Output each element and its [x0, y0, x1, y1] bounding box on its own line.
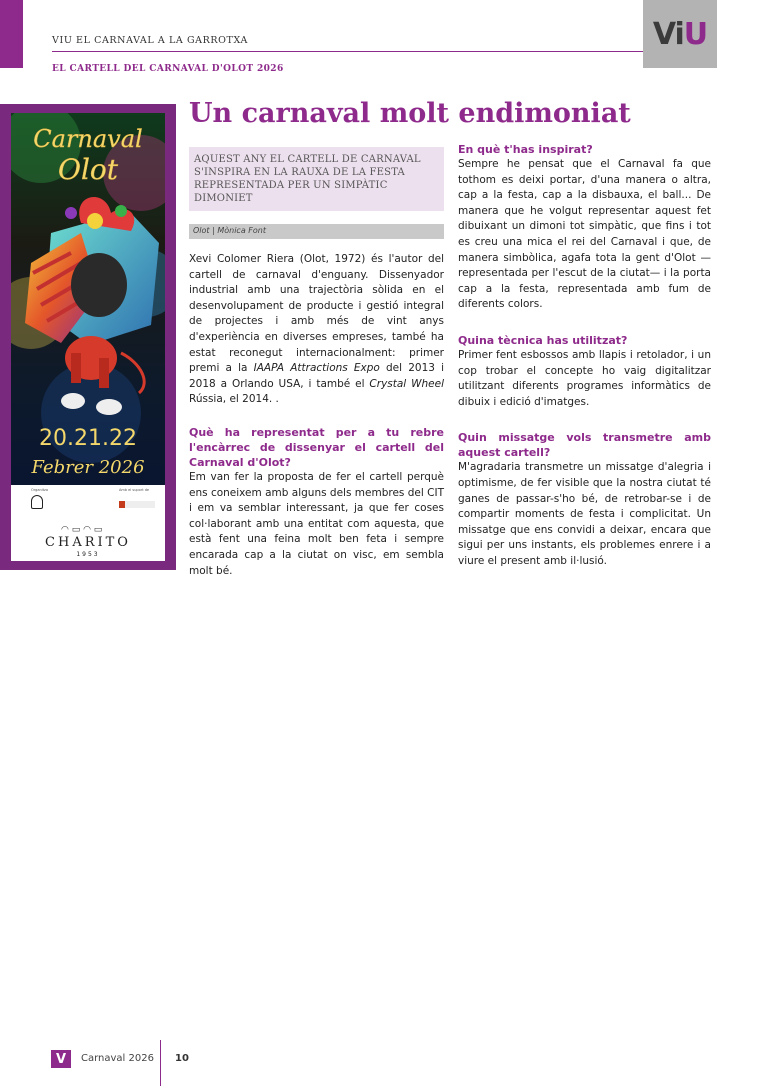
- sponsor-year: 1953: [76, 551, 100, 558]
- poster-support-label: Amb el suport de: [119, 488, 150, 492]
- organizer-logo: [31, 495, 43, 509]
- article-column-1: [189, 252, 444, 579]
- logo-text-a: Vi: [652, 16, 684, 52]
- footer-divider: [160, 1040, 161, 1086]
- article-byline: Olot | Mònica Font: [189, 224, 444, 239]
- intro-text-a: Xevi Colomer Riera (Olot, 1972) és l'autor del cartell de carnaval d'enguany. Dissenyador industrial amb una trajectòria sòlida en el desenvolupament de producte i gestió integral de projectes i amb més de vint anys d'experiència en diverses empreses, també ha estat reconegut internacionalment: primer premi a la: [189, 253, 444, 375]
- poster-illustration: [11, 113, 165, 485]
- article-dek: AQUEST ANY EL CARTELL DE CARNAVAL S'INSPIRA EN LA RAUXA DE LA FESTA REPRESENTADA PER UN SIMPÀTIC DIMONIET: [189, 147, 444, 211]
- intro-emphasis-1: IAAPA Attractions Expo: [253, 362, 380, 375]
- intro-text-b: del 2013 i 2018 a Orlando USA, i també el: [189, 362, 445, 390]
- logo-text-b: U: [683, 16, 708, 52]
- poster-dates: 20.21.22: [39, 426, 137, 451]
- question-4: Quin missatge vols transmetre amb aquest cartell?: [458, 431, 711, 460]
- header-section-title: EL CARTELL DEL CARNAVAL D'OLOT 2026: [52, 64, 284, 74]
- question-1: Què ha representat per a tu rebre l'encàrrec de dissenyar el cartell del Carnaval d'Olot?: [189, 425, 444, 469]
- answer-1: Em van fer la proposta de fer el cartell perquè ens coneixem amb alguns dels membres del CIT i em va semblar interessant, ja que fer coses col·laborant amb una entitat com aquesta, que està fent una feina molt ben feta i sempre encarada cap a la ciutat on visc, em sembla molt bé.: [189, 470, 444, 577]
- header-divider: [52, 51, 644, 52]
- sponsor-name: CHARITO: [45, 535, 131, 550]
- carnival-poster-image: [11, 113, 165, 485]
- question-2: En què t'has inspirat?: [458, 143, 593, 156]
- article-title: Un carnaval molt endimoniat: [189, 98, 631, 129]
- question-3: Quina tècnica has utilitzat?: [458, 333, 628, 347]
- answer-3: Primer fent esbossos amb llapis i retolador, i un cop trobar el concepte ho vaig digitalitzar utilitzant diferents programes informàtics de dibuix i edició d'imatges.: [458, 348, 711, 408]
- poster-organitza-label: Organitza: [31, 488, 49, 492]
- footer-logo: V: [51, 1050, 71, 1068]
- viu-logo: [643, 0, 717, 68]
- footer-publication-label: Carnaval 2026: [81, 1053, 154, 1064]
- poster-month-year: Febrer 2026: [31, 457, 145, 478]
- page-number: 10: [175, 1053, 189, 1064]
- poster-title-line1: Carnaval: [33, 125, 143, 153]
- header-kicker: VIU EL CARNAVAL A LA GARROTXA: [52, 35, 248, 46]
- poster-title-line2: Olot: [57, 153, 119, 186]
- article-column-2: [458, 142, 711, 569]
- supporter-logo: [119, 501, 155, 508]
- intro-emphasis-2: Crystal Wheel: [369, 377, 444, 390]
- sponsor-icons: ◠ ▭ ◠ ▭: [61, 525, 103, 535]
- intro-paragraph: [189, 252, 444, 408]
- intro-text-c: Rússia, el 2014. .: [189, 393, 279, 406]
- corner-accent-bar: [0, 0, 23, 68]
- answer-2: Sempre he pensat que el Carnaval fa que tothom es deixi portar, d'una manera o altra, cap a la festa, cap a la disbauxa, el ball... De manera que he volgut representar aquest fet dibuixant un dimoni tot simpàtic, que fins i tot es creu una mica el rei del Carnaval i que, de manera simbòlica, agafa tota la gent d'Olot —representada per l'escut de la ciutat— i la porta cap a la festa, representada amb fum de diferents colors.: [458, 158, 711, 311]
- answer-4: M'agradaria transmetre un missatge d'alegria i optimisme, de fer visible que la nostra ciutat té ganes de passar-s'ho bé, de retrobar-se i de compartir moments de festa i complicitat. Un missatge que ens convidi a deixar, encara que sigui per uns instants, els problemes enrere i a viure el present amb il·lusió.: [458, 461, 711, 567]
- poster-sponsor-strip: [11, 485, 165, 561]
